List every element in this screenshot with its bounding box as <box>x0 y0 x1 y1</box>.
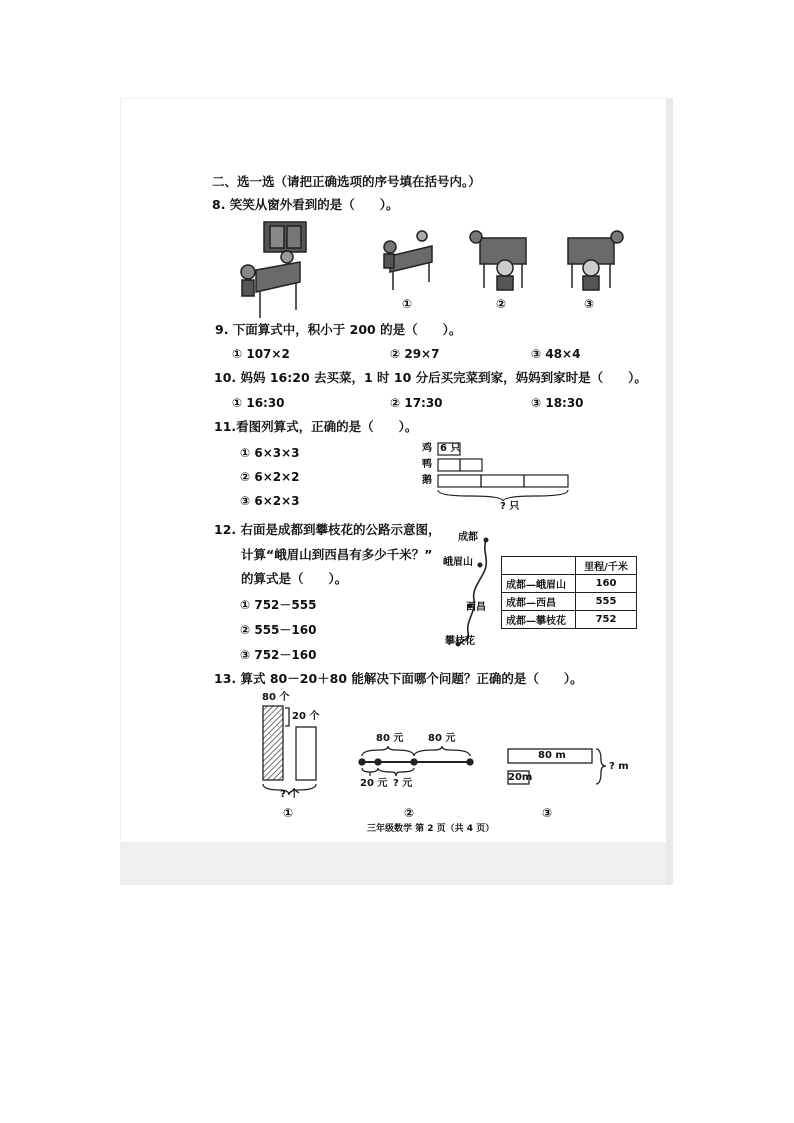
table-cell: 成都—西昌 <box>502 593 576 611</box>
q13-fig2-brace-bottom-1 <box>362 768 378 776</box>
q13-fig1-top-label: 80 个 <box>262 692 290 703</box>
q9-text: 9. 下面算式中，积小于 200 的是（ ）。 <box>215 322 462 337</box>
q12-map-xichang: 西昌 <box>466 602 486 613</box>
q12-line2: 计算“峨眉山到西昌有多少千米？” <box>241 547 433 562</box>
q8-option-1[interactable]: ① <box>402 297 413 311</box>
q13-fig1-hatched-bar <box>263 706 283 780</box>
q13-fig2-point <box>375 759 381 765</box>
q9-option-2[interactable]: ② 29×7 <box>390 347 440 361</box>
q9-option-3[interactable]: ③ 48×4 <box>531 347 581 361</box>
q11-chicken-count: 6 只 <box>440 443 461 454</box>
q13-fig1-plain-bar <box>296 727 316 780</box>
table-cell: 555 <box>576 593 637 611</box>
q12-map-chengdu: 成都 <box>458 532 478 543</box>
q8-text: 8. 笑笑从窗外看到的是（ ）。 <box>212 197 399 212</box>
q13-fig2-label-c: 20 元 <box>360 778 388 789</box>
q9-option-1[interactable]: ① 107×2 <box>232 347 290 361</box>
q12-map-emeishan: 峨眉山 <box>443 557 473 568</box>
q13-fig1-bottom-label: ? 个 <box>280 789 300 800</box>
q11-option-3[interactable]: ③ 6×2×3 <box>240 494 300 508</box>
q13-fig2-label-a: 80 元 <box>376 733 404 744</box>
q13-figure-2 <box>359 746 473 776</box>
q12-option-1[interactable]: ① 752－555 <box>240 598 317 612</box>
table-cell: 752 <box>576 611 637 629</box>
q11-option-2[interactable]: ② 6×2×2 <box>240 470 300 484</box>
q13-fig3-label-a: 80 m <box>538 750 566 761</box>
q10-option-2[interactable]: ② 17:30 <box>390 396 443 410</box>
q13-fig2-point <box>359 759 365 765</box>
q11-chicken-label: 鸡 <box>422 443 432 454</box>
q13-option-3[interactable]: ③ <box>542 806 553 820</box>
q13-fig3-label-b: 20m <box>508 772 533 783</box>
q10-text: 10. 妈妈 16:20 去买菜，1 时 10 分后买完菜到家，妈妈到家时是（ ）。 <box>214 370 647 385</box>
q10-option-3[interactable]: ③ 18:30 <box>531 396 584 410</box>
q11-option-1[interactable]: ① 6×3×3 <box>240 446 300 460</box>
q13-fig3-label-c: ? m <box>609 761 629 772</box>
q8-option-3[interactable]: ③ <box>584 297 595 311</box>
q11-goose-label: 鹅 <box>422 475 432 486</box>
q12-option-2[interactable]: ② 555－160 <box>240 623 317 637</box>
q13-fig2-brace-top-1 <box>362 746 414 756</box>
section-title: 二、选一选（请把正确选项的序号填在括号内。） <box>212 174 481 189</box>
q13-fig2-label-b: 80 元 <box>428 733 456 744</box>
q11-text: 11.看图列算式，正确的是（ ）。 <box>214 419 418 434</box>
table-header-cell: 里程/千米 <box>576 557 637 575</box>
q12-line1: 12. 右面是成都到攀枝花的公路示意图， <box>214 522 441 537</box>
q13-option-1[interactable]: ① <box>283 806 294 820</box>
table-cell: 成都—攀枝花 <box>502 611 576 629</box>
q12-map-panzhihua: 攀枝花 <box>445 636 475 647</box>
page-footer: 三年级数学 第 2 页（共 4 页） <box>367 824 495 834</box>
q13-fig3-brace <box>596 749 606 784</box>
q13-fig1-mid-label: 20 个 <box>292 711 320 722</box>
q13-fig2-label-d: ? 元 <box>393 778 413 789</box>
q13-fig2-brace-top-2 <box>414 746 470 756</box>
q12-option-3[interactable]: ③ 752－160 <box>240 648 317 662</box>
q12-line3: 的算式是（ ）。 <box>241 571 348 586</box>
q13-fig2-point <box>467 759 473 765</box>
table-cell: 成都—峨眉山 <box>502 575 576 593</box>
q10-option-1[interactable]: ① 16:30 <box>232 396 285 410</box>
q13-fig2-brace-bottom-2 <box>378 768 414 776</box>
q8-option-2[interactable]: ② <box>496 297 507 311</box>
q11-duck-label: 鸭 <box>422 459 432 470</box>
q13-fig2-point <box>411 759 417 765</box>
table-cell: 160 <box>576 575 637 593</box>
q11-total-label: ? 只 <box>500 501 520 512</box>
q13-text: 13. 算式 80－20＋80 能解决下面哪个问题？正确的是（ ）。 <box>214 671 583 686</box>
q13-option-2[interactable]: ② <box>404 806 415 820</box>
q13-fig1-small-brace <box>285 708 289 726</box>
